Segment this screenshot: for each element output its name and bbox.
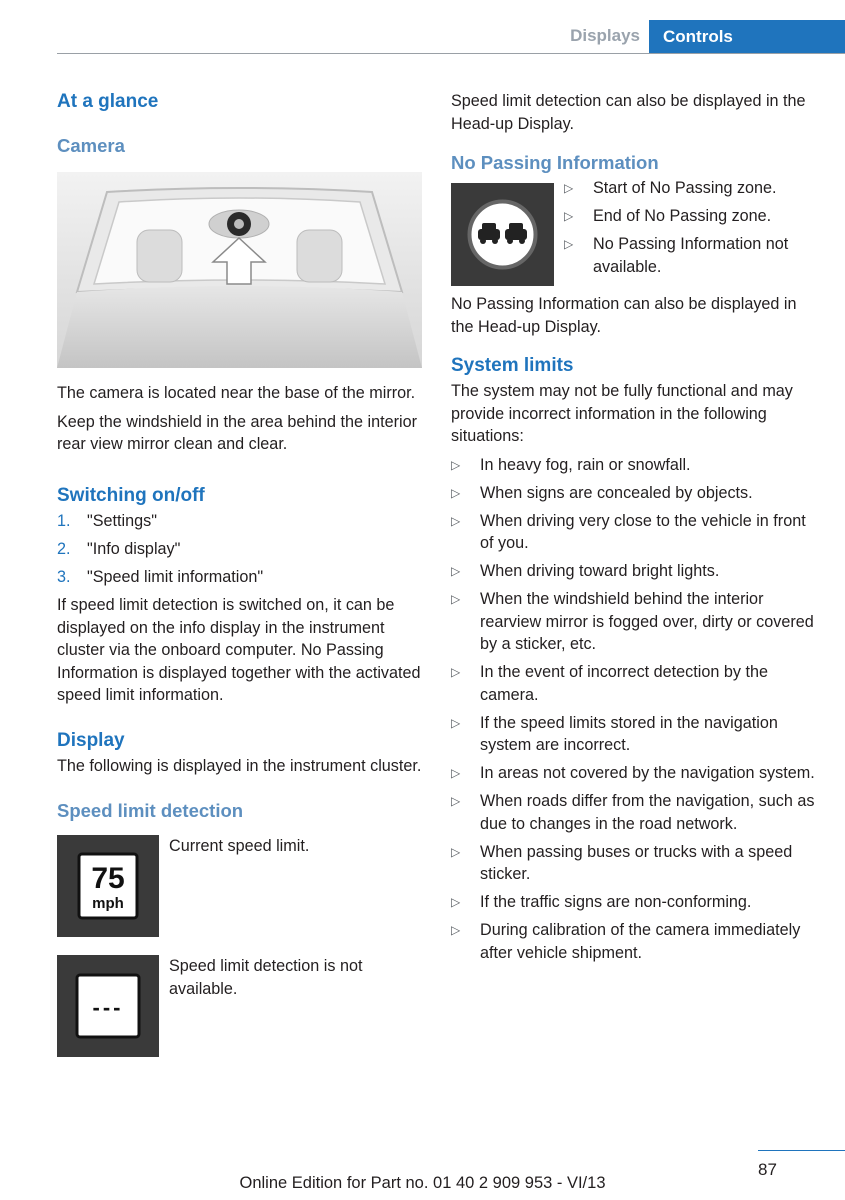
left-column <box>57 88 422 1057</box>
list-item: ▷ When signs are concealed by objects. <box>451 482 816 505</box>
list-item: ▷ In areas not covered by the navigation system. <box>451 762 816 785</box>
list-item: ▷ End of No Passing zone. <box>564 205 816 228</box>
triangle-right-icon: ▷ <box>451 895 461 909</box>
speed-limit-unavailable-icon <box>57 955 159 1057</box>
list-item: ▷ When driving toward bright lights. <box>451 560 816 583</box>
list-item: ▷ If the traffic signs are non-conforming. <box>451 891 816 914</box>
no-passing-row <box>451 177 816 283</box>
heading-at-a-glance: At a glance <box>57 91 159 112</box>
camera-location-illustration <box>57 172 422 368</box>
list-item: ▷ When the windshield behind the interior rearview mirror is fogged over, dirty or covered by a sticker, etc. <box>451 590 814 653</box>
display-description: The following is displayed in the instrument cluster. <box>57 756 422 775</box>
speed-limit-caption: Current speed limit. <box>169 837 310 855</box>
list-item: ▷ Start of No Passing zone. <box>564 177 816 200</box>
svg-text:mph: mph <box>92 895 124 912</box>
step-item: 2. "Info display" <box>57 539 181 558</box>
switching-description: If speed limit detection is switched on, it can be displayed on the info display in the instrument cluster via the onboard computer. No Passing Information is displayed together with the activated speed limit information. <box>57 596 421 704</box>
windshield-clean-text: Keep the windshield in the area behind the interior rear view mirror clean and clear. <box>57 412 417 453</box>
triangle-right-icon: ▷ <box>451 923 461 937</box>
triangle-right-icon: ▷ <box>451 592 461 606</box>
triangle-right-icon: ▷ <box>451 794 461 808</box>
heading-camera: Camera <box>57 135 125 156</box>
hud-speed-text: Speed limit detection can also be displayed in the Head-up Display. <box>451 92 806 133</box>
system-limits-list <box>451 454 816 965</box>
triangle-right-icon: ▷ <box>451 457 461 472</box>
step-item: 1. "Settings" <box>57 511 157 530</box>
switching-steps <box>57 510 422 589</box>
header-section: Displays <box>570 26 640 45</box>
list-item: ▷ If the speed limits stored in the navigation system are incorrect. <box>451 713 778 754</box>
list-item: ▷ When passing buses or trucks with a speed sticker. <box>451 842 793 883</box>
hud-no-passing-text: No Passing Information can also be displayed in the Head-up Display. <box>451 295 797 336</box>
triangle-right-icon: ▷ <box>451 564 461 578</box>
list-item: ▷ No Passing Information not available. <box>564 235 789 276</box>
page-number-rule <box>758 1150 845 1151</box>
speed-limit-na-row <box>57 955 422 1057</box>
speed-limit-na-caption: Speed limit detection is not available. <box>169 957 363 998</box>
no-passing-sign-icon <box>451 183 554 286</box>
triangle-right-icon: ▷ <box>451 766 461 780</box>
heading-switching: Switching on/off <box>57 484 205 506</box>
triangle-right-icon: ▷ <box>564 181 574 195</box>
speed-limit-sign-icon <box>57 835 159 937</box>
right-column <box>451 90 816 970</box>
list-item: ▷ In heavy fog, rain or snowfall. <box>451 454 816 477</box>
header-chapter-tab: Controls <box>649 20 845 54</box>
triangle-right-icon: ▷ <box>451 715 461 730</box>
list-item: ▷ When roads differ from the navigation, such as due to changes in the road network. <box>451 792 815 833</box>
list-item: ▷ During calibration of the camera immediately after vehicle shipment. <box>451 921 801 962</box>
triangle-right-icon: ▷ <box>451 665 461 679</box>
triangle-right-icon: ▷ <box>564 237 574 251</box>
edition-footer: Online Edition for Part no. 01 40 2 909 953 - VI/13 <box>239 1174 606 1192</box>
camera-location-text: The camera is located near the base of the mirror. <box>57 384 416 402</box>
svg-text:---: --- <box>92 995 124 1020</box>
no-passing-list <box>564 177 816 284</box>
speed-limit-row <box>57 835 422 937</box>
triangle-right-icon: ▷ <box>451 513 461 528</box>
page-number: 87 <box>758 1160 777 1179</box>
system-limits-intro: The system may not be fully functional and may provide incorrect information in the following situations: <box>451 382 793 445</box>
heading-display: Display <box>57 729 125 751</box>
svg-text:75: 75 <box>91 862 125 895</box>
list-item: ▷ When driving very close to the vehicle in front of you. <box>451 511 806 552</box>
step-item: 3. "Speed limit information" <box>57 567 264 586</box>
list-item: ▷ In the event of incorrect detection by the camera. <box>451 663 768 704</box>
heading-speed-limit: Speed limit detection <box>57 800 244 821</box>
heading-system-limits: System limits <box>451 355 574 376</box>
heading-no-passing: No Passing Information <box>451 152 659 173</box>
triangle-right-icon: ▷ <box>564 209 574 223</box>
triangle-right-icon: ▷ <box>451 844 461 859</box>
triangle-right-icon: ▷ <box>451 485 461 500</box>
header-rule <box>57 53 845 54</box>
